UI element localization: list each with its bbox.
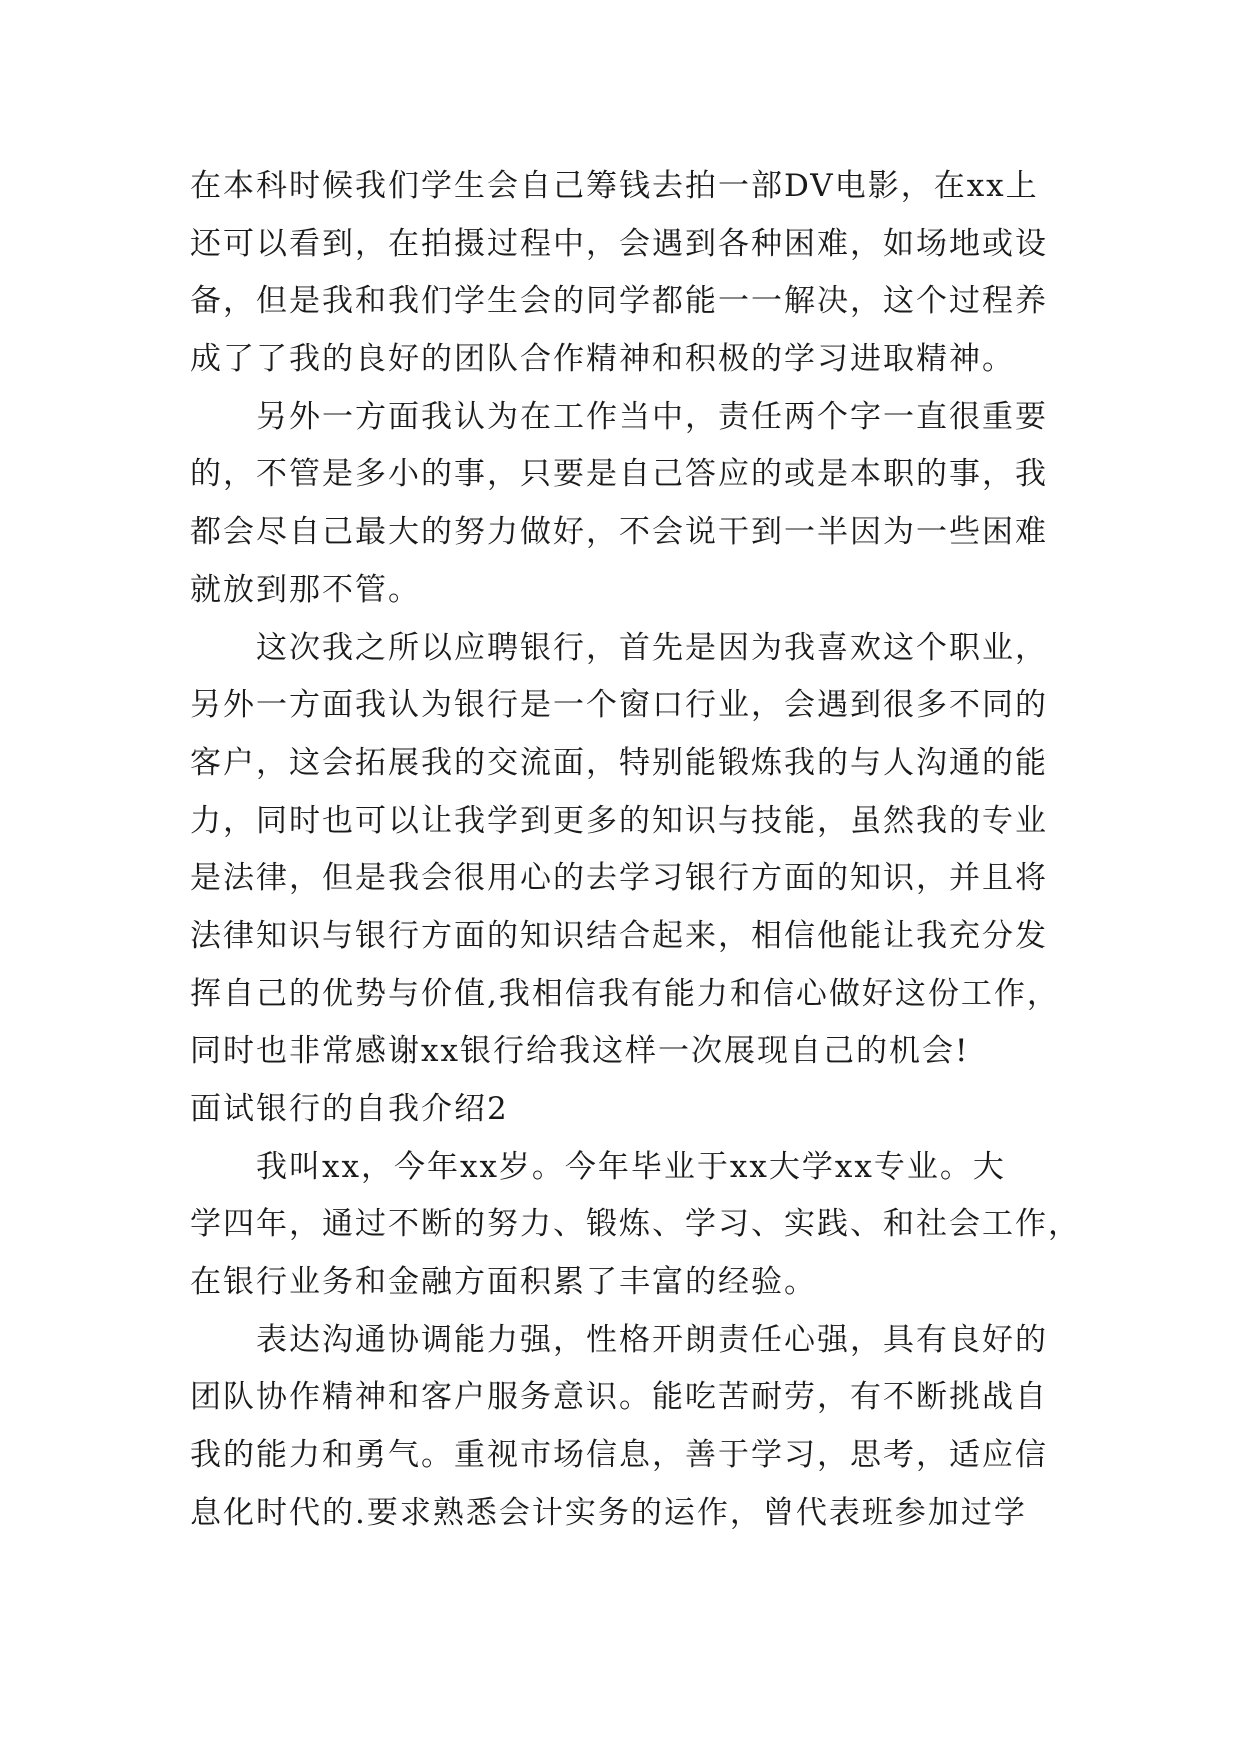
text-line: 备，但是我和我们学生会的同学都能一一解决，这个过程养 [190, 283, 1048, 320]
text-line: 力，同时也可以让我学到更多的知识与技能，虽然我的专业 [190, 802, 1048, 839]
text-line: 成了了我的良好的团队合作精神和积极的学习进取精神。 [190, 341, 1015, 378]
text-line: 的，不管是多小的事，只要是自己答应的或是本职的事，我 [190, 456, 1048, 493]
text-line: 学四年，通过不断的努力、锻炼、学习、实践、和社会工作， [190, 1206, 1081, 1243]
text-line: 表达沟通协调能力强，性格开朗责任心强，具有良好的 [256, 1321, 1048, 1358]
text-line: 同时也非常感谢xx银行给我这样一次展现自己的机会! [190, 1033, 970, 1070]
text-line: 团队协作精神和客户服务意识。能吃苦耐劳，有不断挑战自 [190, 1379, 1048, 1416]
text-line: 另外一方面我认为在工作当中，责任两个字一直很重要 [256, 398, 1048, 435]
text-line: 是法律，但是我会很用心的去学习银行方面的知识，并且将 [190, 860, 1048, 897]
text-line: 这次我之所以应聘银行，首先是因为我喜欢这个职业， [256, 629, 1048, 666]
document-body [190, 158, 1081, 1543]
text-line: 息化时代的.要求熟悉会计实务的运作，曾代表班参加过学 [190, 1494, 1027, 1531]
text-line: 另外一方面我认为银行是一个窗口行业，会遇到很多不同的 [190, 687, 1048, 724]
text-line: 挥自己的优势与价值,我相信我有能力和信心做好这份工作， [190, 975, 1060, 1012]
section-heading: 面试银行的自我介绍2 [190, 1091, 509, 1127]
text-line: 客户，这会拓展我的交流面，特别能锻炼我的与人沟通的能 [190, 744, 1048, 781]
text-line: 法律知识与银行方面的知识结合起来，相信他能让我充分发 [190, 917, 1048, 954]
text-line: 都会尽自己最大的努力做好，不会说干到一半因为一些困难 [190, 514, 1048, 551]
text-line: 我的能力和勇气。重视市场信息，善于学习，思考，适应信 [190, 1437, 1048, 1474]
text-line: 就放到那不管。 [190, 571, 421, 608]
text-line: 在银行业务和金融方面积累了丰富的经验。 [190, 1264, 817, 1301]
text-line: 在本科时候我们学生会自己筹钱去拍一部DV电影，在xx上 [190, 168, 1039, 204]
text-line: 我叫xx，今年xx岁。今年毕业于xx大学xx专业。大 [256, 1148, 1006, 1185]
text-line: 还可以看到，在拍摄过程中，会遇到各种困难，如场地或设 [190, 225, 1048, 262]
